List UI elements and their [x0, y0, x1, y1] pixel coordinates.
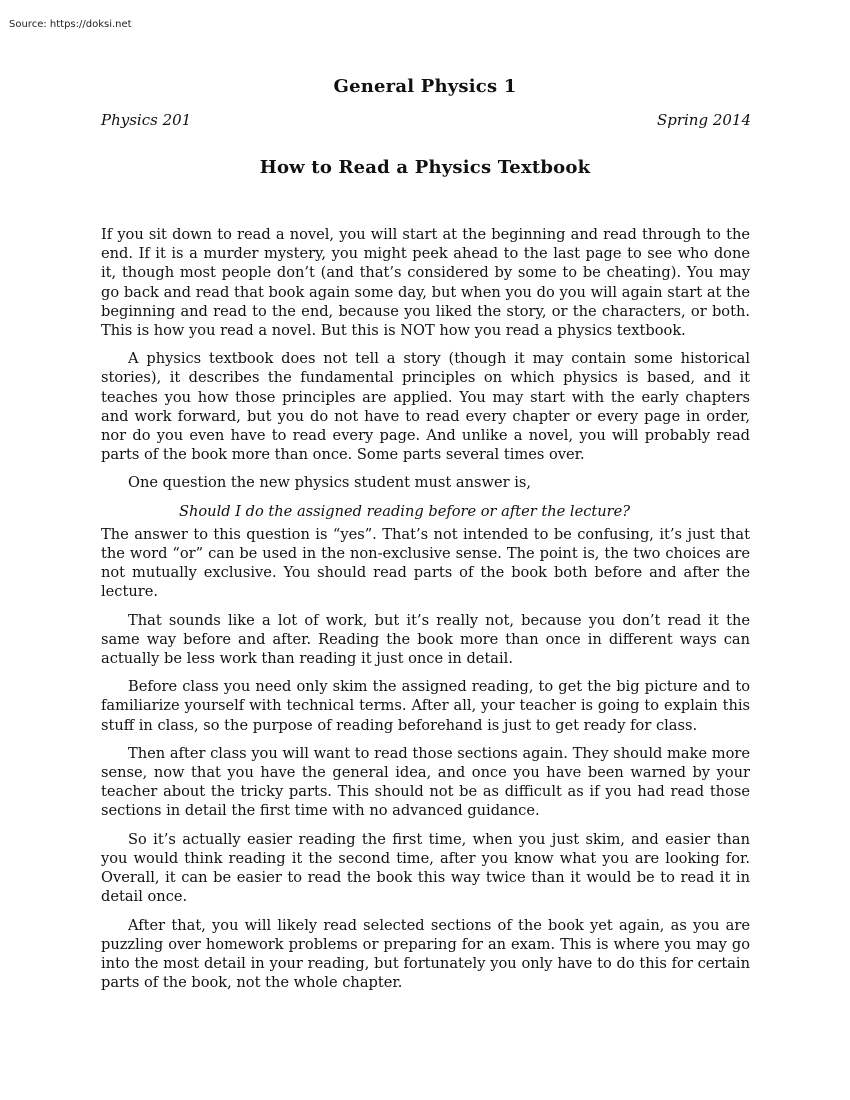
document-body: [101, 225, 750, 1001]
page-title: General Physics 1: [333, 76, 517, 97]
document-subtitle: How to Read a Physics Textbook: [259, 157, 591, 178]
paragraph: A physics textbook does not tell a story (though it may contain some historical stories), it describes the fundamental principles on which physics is based, and it teaches you how those principles are applied. You may start with the early chapters and work forward, but you do not have to read every chapter or every page in order, nor do you even have to read every page. And unlike a novel, you will probably read parts of the book more than once. Some parts several times over.: [101, 350, 750, 464]
paragraph: After that, you will likely read selected sections of the book yet again, as you are puzzling over homework problems or preparing for an exam. This is where you may go into the most detail in your reading, but fortunately you only have to do this for certain parts of the book, not the whole chapter.: [101, 916, 750, 992]
course-label: Physics 201: [101, 111, 192, 129]
paragraph: Then after class you will want to read those sections again. They should make more sense, now that you have the general idea, and once you have been warned by your teacher about the tricky parts. This should not be as difficult as if you had read those sections in detail the first time with no advanced guidance.: [101, 744, 750, 820]
term-label: Spring 2014: [656, 111, 751, 129]
paragraph: The answer to this question is “yes”. That’s not intended to be confusing, it’s just that the word “or” can be used in the non-exclusive sense. The point is, the two choices are not mutually exclusive. You should read parts of the book both before and after the lecture.: [101, 525, 750, 601]
paragraph: Before class you need only skim the assigned reading, to get the big picture and to familiarize yourself with technical terms. After all, your teacher is going to explain this stuff in class, so the purpose of reading beforehand is just to get ready for class.: [101, 678, 750, 734]
paragraph: So it’s actually easier reading the first time, when you just skim, and easier than you would think reading it the second time, after you know what you are looking for. Overall, it can be easier to read the book this way twice than it would be to read it in detail once.: [101, 830, 750, 906]
paragraph: If you sit down to read a novel, you will start at the beginning and read through to the end. If it is a murder mystery, you might peek ahead to the last page to see who done it, though most people don’t (and that’s considered by some to be cheating). You may go back and read that book again some day, but when you do you will again start at the beginning and read to the end, because you liked the story, or the characters, or both. This is how you read a novel. But this is NOT how you read a physics textbook.: [101, 226, 750, 340]
source-label: Source: https://doksi.net: [9, 19, 132, 30]
paragraph: That sounds like a lot of work, but it’s really not, because you don’t read it the same way before and after. Reading the book more than once in different ways can actually be less work than reading it just once in detail.: [101, 611, 750, 668]
question-line: Should I do the assigned reading before or after the lecture?: [179, 502, 631, 520]
paragraph: One question the new physics student must answer is,: [128, 474, 532, 492]
